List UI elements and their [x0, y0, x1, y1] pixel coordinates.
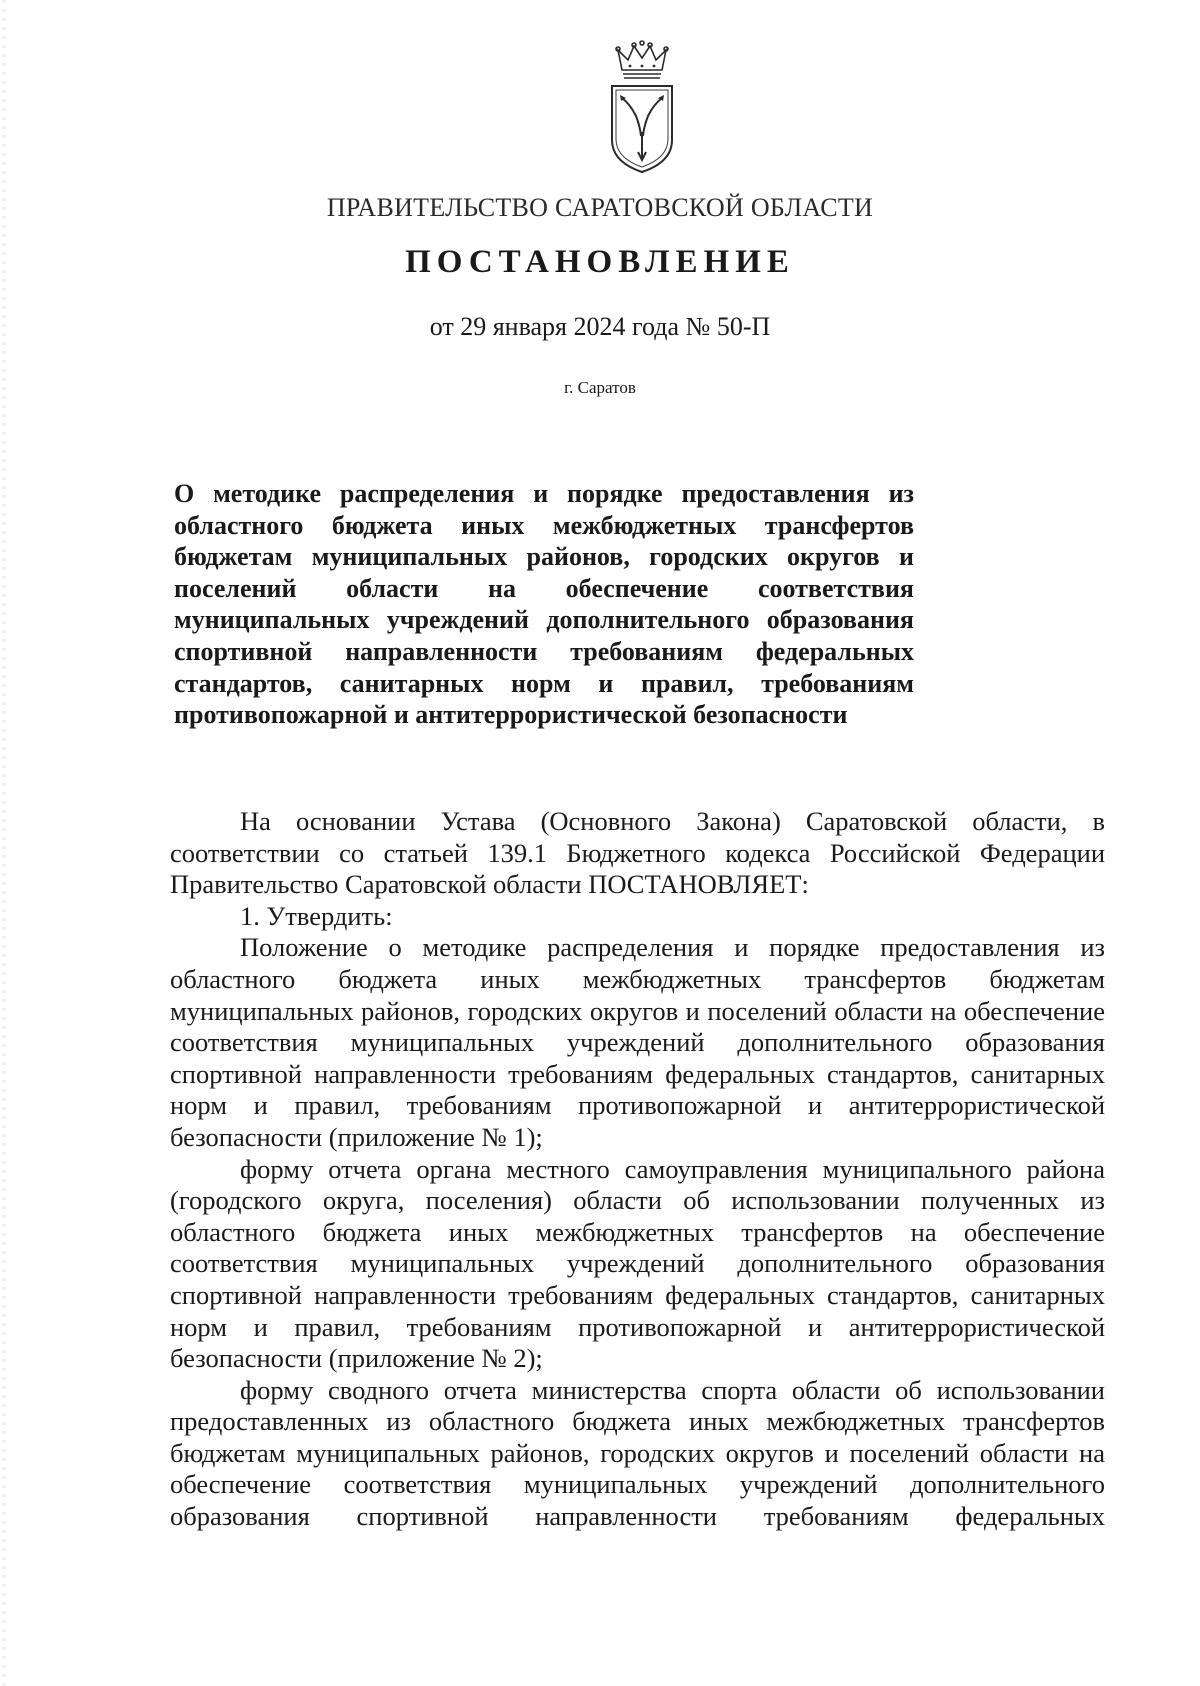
intro-paragraph: На основании Устава (Основного Закона) Саратовской области, в соответствии со статьей 139.1 Бюджетного кодекса Российской Федерации Правительство Саратовской области ПОСТАНОВЛЯЕТ:: [170, 806, 1105, 900]
document-type: ПОСТАНОВЛЕНИЕ: [405, 244, 795, 280]
document-body: [170, 806, 1105, 1533]
summary-form-paragraph: форму сводного отчета министерства спорта области об использовании предоставленных из областного бюджета иных межбюджетных трансфертов бюджетам муниципальных районов, городских округов и поселений области на обеспечение соответствия муниципальных учреждений дополнительного образования спортивной направленности требованиям федеральных: [170, 1374, 1105, 1532]
document-date-number: от 29 января 2024 года № 50-П: [429, 312, 771, 341]
coat-of-arms-icon: [606, 40, 678, 175]
item-1: 1. Утвердить:: [240, 900, 393, 931]
document-city: г. Саратов: [564, 378, 636, 397]
document-title: О методике распределения и порядке предоставления из областного бюджета иных межбюджетных трансфертов бюджетам муниципальных районов, городских округов и поселений области на обеспечение соответствия муниципальных учреждений дополнительного образования спортивной направленности требованиям федеральных стандартов, санитарных норм и правил, требованиям противопожарной и антитеррористической безопасности: [174, 479, 914, 730]
regulation-paragraph: Положение о методике распределения и порядке предоставления из областного бюджета иных межбюджетных трансфертов бюджетам муниципальных районов, городских округов и поселений области на обеспечение соответствия муниципальных учреждений дополнительного образования спортивной направленности требованиям федеральных стандартов, санитарных норм и правил, требованиям противопожарной и антитеррористической безопасности (приложение № 1);: [170, 932, 1105, 1152]
report-form-paragraph: форму отчета органа местного самоуправления муниципального района (городского округа, поселения) области об использовании полученных из областного бюджета иных межбюджетных трансфертов на обеспечение соответствия муниципальных учреждений дополнительного образования спортивной направленности требованиям федеральных стандартов, санитарных норм и правил, требованиям противопожарной и антитеррористической безопасности (приложение № 2);: [170, 1153, 1105, 1374]
government-name: ПРАВИТЕЛЬСТВО САРАТОВСКОЙ ОБЛАСТИ: [326, 193, 874, 222]
